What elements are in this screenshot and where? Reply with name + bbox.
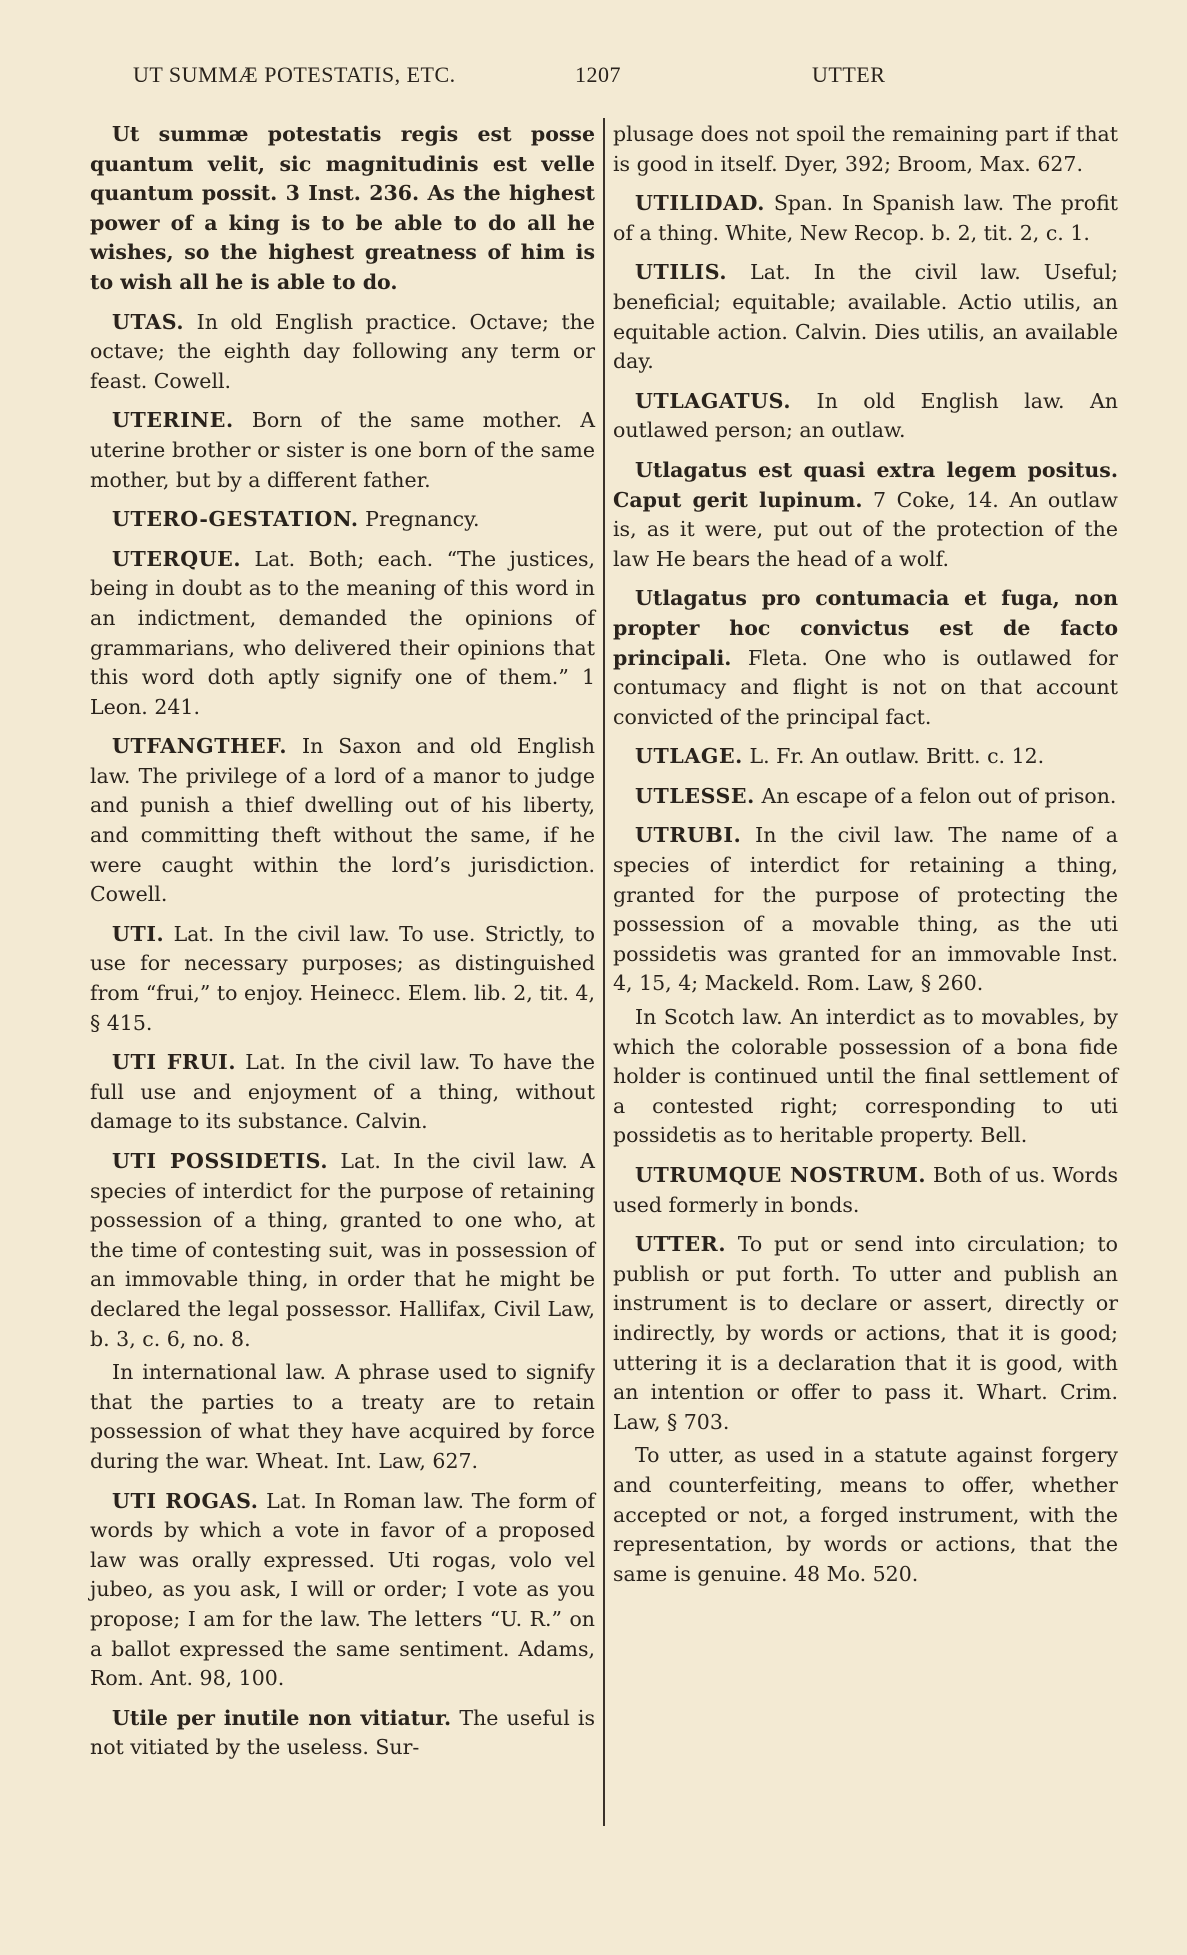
entry-text: To utter, as used in a statute against forgery and counterfeiting, means to offer, whether accepted or not, a forged instrument, with the representation, by words or actions, that the same is genuine. 48 Mo. 520. xyxy=(613,1443,1118,1586)
entry-text: An escape of a felon out of prison. xyxy=(761,783,1117,808)
entry xyxy=(90,732,595,910)
entry xyxy=(613,742,1118,772)
entry-text: Span. In Spanish law. The profit of a thing. White, New Recop. b. 2, tit. 2, c. 1. xyxy=(613,191,1118,245)
entry-text: Both of us. Words used formerly in bonds. xyxy=(613,1163,1118,1217)
entry-headword: UTLAGE. xyxy=(635,744,743,769)
entry-headword: UTILIDAD. xyxy=(635,191,765,216)
entry xyxy=(613,821,1118,999)
entry-headword: UTLESSE. xyxy=(635,783,755,808)
entry-headword: UTI FRUI. xyxy=(112,1050,237,1075)
entry-text: In Scotch law. An interdict as to movables, by which the colorable possession of a bona fide holder is continued until the final settlement of a contested right; corresponding to uti possidetis as to heritable property. Bell. xyxy=(613,1005,1118,1148)
header-right: UTTER xyxy=(812,62,886,87)
entry-headword: UTI. xyxy=(112,921,165,946)
entry-text: In the civil law. The name of a species of interdict for retaining a thing, granted for the purpose of protecting the possession of a movable thing, as the uti possidetis was granted for an immovable Inst. 4, 15, 4; Mackeld. Rom. Law, § 260. xyxy=(613,823,1118,996)
entry-text: L. Fr. An outlaw. Britt. c. 12. xyxy=(749,744,1045,769)
entry-text: 7 Coke, 14. An outlaw is, as it were, put out of the protection of the law He bears the head of a wolf. xyxy=(613,487,1118,571)
running-header xyxy=(0,62,1187,98)
entry xyxy=(90,920,595,1038)
entry xyxy=(613,258,1118,376)
entry-headword: Utlagatus pro contumacia et fuga, non propter hoc convictus est de facto principali. xyxy=(613,586,1118,670)
entry: Ut summæ potestatis regis est posse quantum velit, sic magnitudinis est velle quantum possit. 3 Inst. 236. As the highest power of a king is to be able to do all he wishes, so the highest greatness of him is to wish all he is able to do. xyxy=(90,122,595,294)
entry-headword: UTERQUE. xyxy=(112,546,242,571)
entry xyxy=(90,1487,595,1694)
entry-headword: UTILIS. xyxy=(635,260,728,285)
entry-text: Lat. In the civil law. A species of interdict for the purpose of retaining possession of a thing, granted to one who, at the time of contesting suit, was in possession of an immovable thing, in order that he might be declared the legal possessor. Hallifax, Civil Law, b. 3, c. 6, no. 8. xyxy=(90,1149,595,1351)
page-number: 1207 xyxy=(575,62,621,87)
entry-text: In old English practice. Octave; the octave; the eighth day following any term or feast. Cowell. xyxy=(90,309,595,393)
entry xyxy=(90,1048,595,1137)
entry-text: Fleta. One who is outlawed for contumacy and flight is not on that account convicted of the principal fact. xyxy=(613,645,1118,729)
entry xyxy=(613,1003,1118,1151)
entry-text: Lat. In the civil law. To use. Strictly, to use for necessary purposes; as distinguished from “frui,” to enjoy. Heinecc. Elem. lib. 2, tit. 4, § 415. xyxy=(90,921,595,1035)
entry xyxy=(613,1230,1118,1437)
entry-text: Lat. Both; each. “The justices, being in doubt as to the meaning of this word in an indictment, demanded the opinions of grammarians, who delivered their opinions that this word doth aptly signify one of them.” 1 Leon. 241. xyxy=(90,546,595,719)
entry-text: In Saxon and old English law. The privilege of a lord of a manor to judge and punish a thief dwelling out of his liberty, and committing theft without the same, if he were caught within the lord’s jurisdiction. Cowell. xyxy=(90,734,595,907)
entry xyxy=(613,584,1118,732)
entry xyxy=(90,406,595,495)
entry-text: Born of the same mother. A uterine brother or sister is one born of the same mother, but by a different father. xyxy=(90,408,595,492)
entry xyxy=(90,1704,595,1763)
entry xyxy=(90,545,595,723)
column-divider xyxy=(603,118,605,1826)
entry-text: Lat. In Roman law. The form of words by which a vote in favor of a proposed law was orally expressed. Uti rogas, volo vel jubeo, as you ask, I will or order; I vote as you propose; I am for the law. The letters “U. R.” on a ballot expressed the same sentiment. Adams, Rom. Ant. 98, 100. xyxy=(90,1488,595,1691)
entry-headword: UTFANGTHEF. xyxy=(112,734,288,759)
entry-text: plusage does not spoil the remaining part if that is good in itself. Dyer, 392; Broom, Max. 627. xyxy=(613,122,1118,176)
entry-headword: Utile per inutile non vitiatur. xyxy=(112,1705,452,1730)
header-left: UT SUMMÆ POTESTATIS, ETC. xyxy=(133,62,456,87)
entry-text: To put or send into circulation; to publish or put forth. To utter and publish an instrument is to declare or assert, directly or indirectly, by words or actions, that it is good; uttering it is a declaration that it is good, with an intention or offer to pass it. Whart. Crim. Law, § 703. xyxy=(613,1232,1118,1434)
entry-headword: UTLAGATUS. xyxy=(635,388,792,413)
entry xyxy=(613,1161,1118,1220)
entry-headword: UTRUMQUE NOSTRUM. xyxy=(635,1163,927,1187)
entry-headword: UTAS. xyxy=(112,309,185,334)
entry-text: Lat. In the civil law. To have the full use and enjoyment of a thing, without damage to its substance. Calvin. xyxy=(90,1050,595,1134)
entry-headword: UTERINE. xyxy=(112,408,234,433)
entry xyxy=(613,120,1118,179)
entry-headword: UTERO-GESTATION. xyxy=(112,507,359,532)
entry xyxy=(613,456,1118,574)
entry-text: Pregnancy. xyxy=(365,507,480,532)
entry xyxy=(90,1147,595,1354)
entry-text: In international law. A phrase used to signify that the parties to a treaty are to retain possession of what they have acquired by force during the war. Wheat. Int. Law, 627. xyxy=(90,1360,595,1473)
entry-headword: UTI ROGAS. xyxy=(112,1488,259,1513)
entry-headword: Utlagatus est quasi extra legem positus. Caput gerit lupinum. xyxy=(613,457,1118,512)
entry-text: The useful is not vitiated by the useless. Sur- xyxy=(90,1705,595,1760)
entry-headword: UTTER. xyxy=(635,1232,727,1257)
left-column xyxy=(90,120,595,1773)
entry xyxy=(613,782,1118,812)
entry-headword: UTI POSSIDETIS. xyxy=(112,1149,329,1173)
right-column xyxy=(613,120,1118,1599)
entry xyxy=(613,387,1118,446)
entry-text: In old English law. An outlawed person; an outlaw. xyxy=(613,388,1118,443)
entry xyxy=(90,308,595,397)
entry xyxy=(613,1441,1118,1589)
entry xyxy=(90,505,595,535)
entry-headword: UTRUBI. xyxy=(635,823,742,848)
entry-text: Lat. In the civil law. Useful; beneficial; equitable; available. Actio utilis, an equitable action. Calvin. Dies utilis, an available day. xyxy=(613,260,1118,374)
entry xyxy=(613,189,1118,248)
entry xyxy=(90,1358,595,1476)
